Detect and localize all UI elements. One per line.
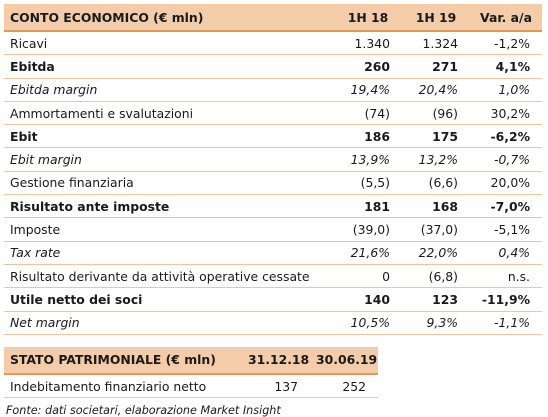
table-row — [4, 31, 542, 55]
table-row — [4, 311, 542, 334]
table-row — [4, 125, 542, 148]
value-1h18: (74) — [334, 101, 402, 124]
row-label: Ebitda — [4, 55, 334, 78]
table-row — [4, 101, 542, 124]
row-label: Utile netto dei soci — [4, 288, 334, 311]
row-label: Risultato ante imposte — [4, 195, 334, 218]
value-1h19: (6,8) — [402, 264, 470, 287]
value-1h18: (5,5) — [334, 171, 402, 194]
value-1h19: 271 — [402, 55, 470, 78]
value-var: 1,0% — [470, 78, 542, 101]
value-1h18: 21,6% — [334, 241, 402, 264]
value-1h19: (37,0) — [402, 218, 470, 241]
value-var: -5,1% — [470, 218, 542, 241]
row-label: Imposte — [4, 218, 334, 241]
value-1h19: 22,0% — [402, 241, 470, 264]
table-row — [4, 55, 542, 78]
value-var: -1,2% — [470, 31, 542, 55]
value-1h18: 13,9% — [334, 148, 402, 171]
table-row — [4, 288, 542, 311]
report-container — [4, 4, 544, 417]
table-row — [4, 195, 542, 218]
income-statement-title: CONTO ECONOMICO (€ mln) — [4, 4, 334, 31]
value-1h18: 19,4% — [334, 78, 402, 101]
value-var: n.s. — [470, 264, 542, 287]
value-var: -11,9% — [470, 288, 542, 311]
value-1h19: 175 — [402, 125, 470, 148]
income-statement-table — [4, 4, 542, 335]
value-var: -6,2% — [470, 125, 542, 148]
column-header-30-06-19: 30.06.19 — [310, 347, 378, 374]
income-statement-body — [4, 31, 542, 334]
value-30-06-19: 252 — [310, 374, 378, 398]
value-1h18: 181 — [334, 195, 402, 218]
value-1h18: 186 — [334, 125, 402, 148]
value-1h18: 140 — [334, 288, 402, 311]
value-1h19: 123 — [402, 288, 470, 311]
balance-sheet-title: STATO PATRIMONIALE (€ mln) — [4, 347, 242, 374]
table-row — [4, 171, 542, 194]
row-label: Gestione finanziaria — [4, 171, 334, 194]
row-label: Risultato derivante da attività operative cessate — [4, 264, 334, 287]
value-1h19: (6,6) — [402, 171, 470, 194]
value-1h18: 10,5% — [334, 311, 402, 334]
row-label: Ammortamenti e svalutazioni — [4, 101, 334, 124]
value-var: 4,1% — [470, 55, 542, 78]
column-header-31-12-18: 31.12.18 — [242, 347, 310, 374]
row-label: Ebitda margin — [4, 78, 334, 101]
balance-sheet-table — [4, 347, 378, 398]
value-var: -1,1% — [470, 311, 542, 334]
column-header-1h19: 1H 19 — [402, 4, 470, 31]
income-statement-header-row — [4, 4, 542, 31]
table-row — [4, 264, 542, 287]
value-1h18: (39,0) — [334, 218, 402, 241]
balance-sheet-body — [4, 374, 378, 398]
row-label: Ricavi — [4, 31, 334, 55]
row-label: Ebit — [4, 125, 334, 148]
row-label: Net margin — [4, 311, 334, 334]
source-note: Fonte: dati societari, elaborazione Market Insight — [6, 404, 281, 417]
value-1h18: 1.340 — [334, 31, 402, 55]
value-1h19: (96) — [402, 101, 470, 124]
balance-sheet-header-row — [4, 347, 378, 374]
value-1h18: 260 — [334, 55, 402, 78]
value-1h18: 0 — [334, 264, 402, 287]
table-row — [4, 374, 378, 398]
row-label: Indebitamento finanziario netto — [4, 374, 242, 398]
table-spacer — [4, 335, 544, 347]
value-1h19: 20,4% — [402, 78, 470, 101]
row-label: Tax rate — [4, 241, 334, 264]
table-row — [4, 241, 542, 264]
value-1h19: 9,3% — [402, 311, 470, 334]
value-var: -7,0% — [470, 195, 542, 218]
column-header-1h18: 1H 18 — [334, 4, 402, 31]
table-row — [4, 148, 542, 171]
row-label: Ebit margin — [4, 148, 334, 171]
value-1h19: 1.324 — [402, 31, 470, 55]
value-1h19: 13,2% — [402, 148, 470, 171]
value-var: -0,7% — [470, 148, 542, 171]
value-1h19: 168 — [402, 195, 470, 218]
table-row — [4, 218, 542, 241]
column-header-var: Var. a/a — [470, 4, 542, 31]
value-var: 0,4% — [470, 241, 542, 264]
value-var: 30,2% — [470, 101, 542, 124]
value-var: 20,0% — [470, 171, 542, 194]
value-31-12-18: 137 — [242, 374, 310, 398]
table-row — [4, 78, 542, 101]
